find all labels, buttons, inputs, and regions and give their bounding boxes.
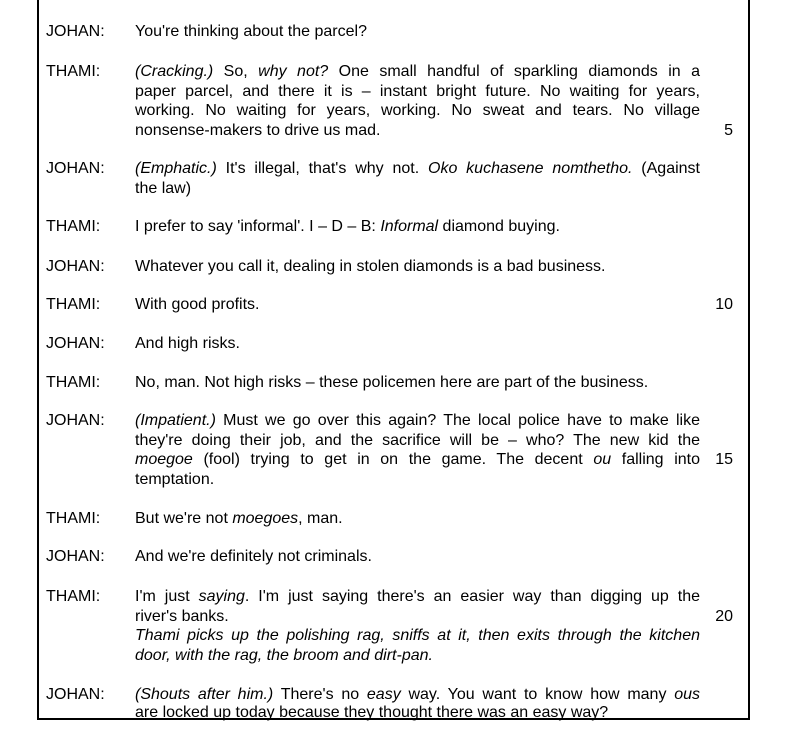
dialogue-line: And high risks. [135,335,240,352]
dialogue-line: paper parcel, and there it is – instant bright future. No waiting for years, [135,82,700,100]
line-number: 10 [715,296,733,313]
stage-direction: Thami picks up the polishing rag, sniffs at it, then exits through the kitchen [135,627,700,644]
stage-direction: door, with the rag, the broom and dirt-pan. [135,646,433,664]
speaker-label: JOHAN: [46,686,105,703]
dialogue-line: temptation. [135,470,215,488]
dialogue-line: they're doing their job, and the sacrifice will be – who? The new kid the [135,431,700,449]
dialogue-line: Whatever you call it, dealing in stolen diamonds is a bad business. [135,258,606,275]
speaker-label: JOHAN: [46,412,105,429]
speaker-label: JOHAN: [46,258,105,275]
speaker-label: THAMI: [46,296,101,313]
line-number: 20 [715,607,733,625]
speaker-label: JOHAN: [46,23,105,40]
dialogue-line: I prefer to say 'informal'. I – D – B: Informal diamond buying. [135,218,560,235]
dialogue-line: (Emphatic.) It's illegal, that's why not. Oko kuchasene nomthetho. (Against [135,160,700,177]
dialogue-line: You're thinking about the parcel? [135,23,367,40]
dialogue-line: I'm just saying. I'm just saying there's an easier way than digging up the [135,588,701,605]
speaker-label: THAMI: [46,63,101,80]
dialogue-line: are locked up today because they thought there was an easy way? [135,704,609,721]
speaker-label: THAMI: [46,588,101,605]
dialogue-line: But we're not moegoes, man. [135,510,343,527]
speaker-label: THAMI: [46,510,101,527]
speaker-label: JOHAN: [46,335,105,352]
dialogue-line: nonsense-makers to drive us mad. [135,121,381,139]
line-number: 15 [715,451,733,468]
dialogue-line: (Cracking.) So, why not? One small handful of sparkling diamonds in a [135,63,700,80]
line-number: 5 [724,121,733,139]
speaker-label: THAMI: [46,218,101,235]
dialogue-line: working. No waiting for years, working. No sweat and tears. No village [135,102,700,119]
dialogue-line: river's banks. [135,607,229,625]
speaker-label: THAMI: [46,374,101,391]
dialogue-line: And we're definitely not criminals. [135,548,372,565]
dialogue-line: No, man. Not high risks – these policemen here are part of the business. [135,374,649,391]
dialogue-line: the law) [135,179,192,197]
dialogue-line: (Shouts after him.) There's no easy way. You want to know how many ous [135,686,701,703]
dialogue-line: moegoe (fool) trying to get in on the game. The decent ou falling into [135,451,701,468]
dialogue-line: With good profits. [135,296,260,313]
speaker-label: JOHAN: [46,548,105,565]
speaker-label: JOHAN: [46,160,105,177]
dialogue-line: (Impatient.) Must we go over this again? The local police have to make like [135,412,700,429]
